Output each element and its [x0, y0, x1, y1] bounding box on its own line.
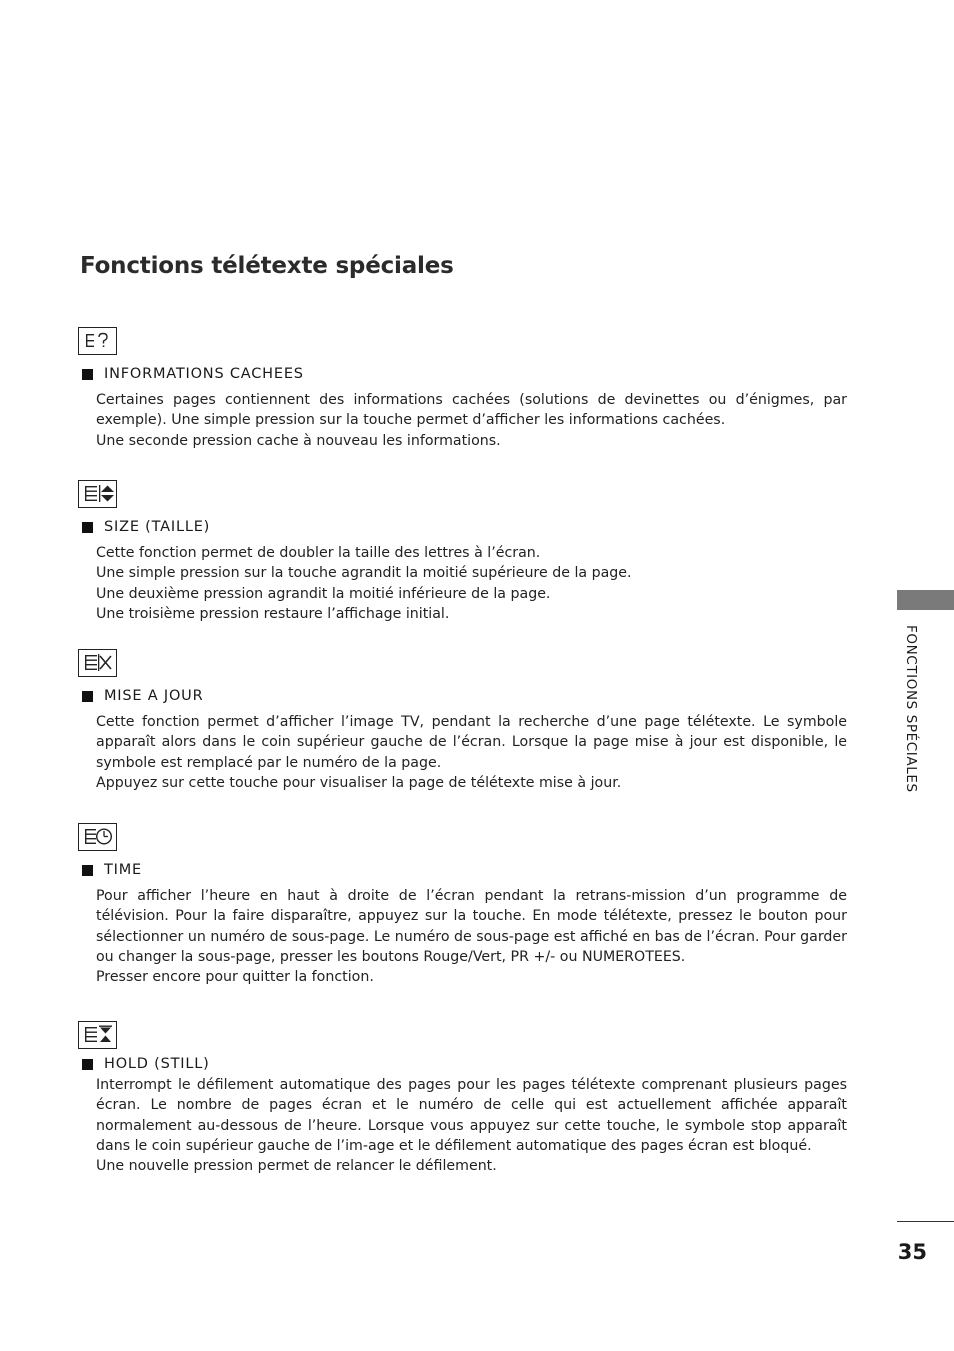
paragraph: Pour afficher l’heure en haut à droite de l’écran pendant la retrans-mission d’un programme de télévision. Pour la faire disparaître, appuyez sur la touche. En mode télétexte, pressez le bouton pour sélectionner un numéro de sous-page. Le numéro de sous-page est affiché en bas de l’écran. Pour garder ou changer la sous-page, presser les boutons Rouge/Vert, PR +/- ou NUMEROTEES. [96, 888, 847, 965]
paragraph: Certaines pages contiennent des informations cachées (solutions de devinettes ou d’énigmes, par exemple). Une simple pression sur la touche permet d’afficher les informations cachées. [96, 392, 847, 429]
hold-icon [78, 1021, 117, 1049]
size-icon [78, 480, 117, 508]
heading-text: TIME [104, 862, 143, 878]
bullet-square [82, 1059, 93, 1070]
section-body [96, 390, 847, 451]
section-informations-cachees [78, 327, 848, 451]
footer-rule [897, 1221, 954, 1222]
paragraph: Cette fonction permet d’afficher l’image TV, pendant la recherche d’une page télétexte. Le symbole apparaît alors dans le coin supérieur gauche de l’écran. Lorsque la page mise à jour est disponible, le symbole est remplacé par le numéro de la page. [96, 714, 847, 771]
section-body [96, 712, 847, 793]
paragraph: Une seconde pression cache à nouveau les informations. [96, 432, 501, 449]
section-size [78, 480, 848, 624]
bullet-square [82, 522, 93, 533]
paragraph: Une deuxième pression agrandit la moitié inférieure de la page. [96, 585, 551, 602]
update-icon [78, 649, 117, 677]
paragraph: Une troisième pression restaure l’affichage initial. [96, 605, 450, 622]
paragraph: Appuyez sur cette touche pour visualiser la page de télétexte mise à jour. [96, 774, 622, 791]
bullet-square [82, 865, 93, 876]
section-heading [78, 860, 848, 880]
section-mise-a-jour [78, 649, 848, 793]
section-hold [78, 1021, 848, 1176]
section-time [78, 823, 848, 987]
side-chapter-label: FONCTIONS SPÉCIALES [903, 625, 919, 793]
section-heading [78, 686, 848, 706]
bullet-square [82, 369, 93, 380]
heading-text: MISE A JOUR [104, 688, 204, 704]
page-number: 35 [897, 1240, 927, 1264]
bullet-square [82, 691, 93, 702]
paragraph: Interrompt le défilement automatique des pages pour les pages télétexte comprenant plusieurs pages écran. Le nombre de pages écran et le numéro de celle qui est actuellement affichée apparaît normalement au-dessous de l’heure. Lorsque vous appuyez sur cette touche, le symbole stop apparaît dans le coin supérieur gauche de l’im-age et le défilement automatique des pages écran est bloqué. [96, 1077, 847, 1154]
section-heading [78, 517, 848, 537]
paragraph: Une nouvelle pression permet de relancer le défilement. [96, 1158, 497, 1175]
page-title: Fonctions télétexte spéciales [80, 253, 454, 279]
heading-text: HOLD (STILL) [104, 1056, 210, 1072]
section-body [96, 1075, 847, 1176]
time-icon [78, 823, 117, 851]
section-heading [78, 1054, 848, 1074]
side-tab-marker [897, 590, 954, 610]
heading-text: INFORMATIONS CACHEES [104, 366, 304, 382]
section-heading [78, 364, 848, 384]
section-body [96, 886, 847, 987]
paragraph: Presser encore pour quitter la fonction. [96, 969, 374, 986]
paragraph: Cette fonction permet de doubler la taille des lettres à l’écran. [96, 545, 541, 561]
reveal-icon [78, 327, 117, 355]
paragraph: Une simple pression sur la touche agrandit la moitié supérieure de la page. [96, 565, 632, 582]
section-body [96, 543, 847, 624]
heading-text: SIZE (TAILLE) [104, 519, 211, 535]
